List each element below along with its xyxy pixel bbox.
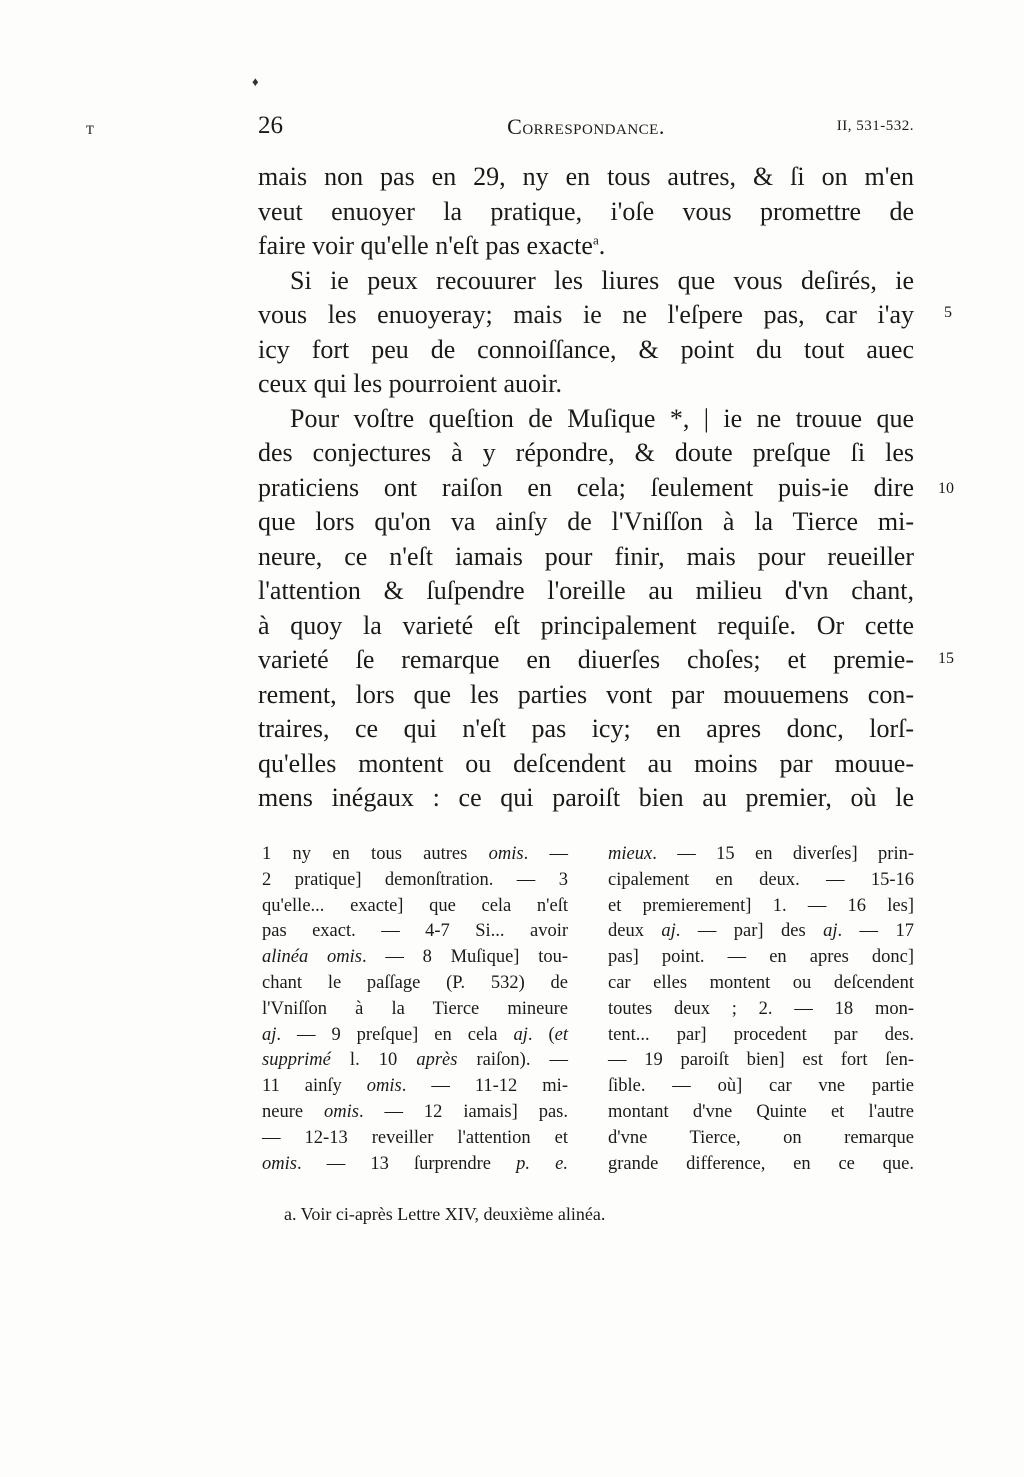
line-number-5: 5 (944, 304, 952, 321)
variant-line: l'Vniſſon à la Tierce mineure (262, 998, 568, 1019)
variant-line: mieux. — 15 en diverſes] prin- (608, 844, 914, 864)
variant-line: ſible. — où] car vne partie (608, 1076, 914, 1097)
variant-line: alinéa omis. — 8 Muſique] tou- (262, 947, 568, 968)
text-line: mens inégaux : ce qui paroiſt bien au premier, où le (258, 783, 914, 812)
margin-mark-left: ᴛ (86, 118, 94, 138)
text-line: neure, ce n'eſt iamais pour finir, mais pour reueiller (258, 541, 914, 571)
variant-line: supprimé l. 10 après raiſon). — (262, 1050, 569, 1071)
running-head (258, 112, 914, 144)
variant-line: grande difference, en ce que. (608, 1153, 914, 1174)
line-number-10: 10 (938, 480, 954, 497)
letter-body (258, 160, 914, 816)
text-line: ceux qui les pourroient auoir. (258, 369, 562, 398)
text-line: mais non pas en 29, ny en tous autres, & ſi on m'en (258, 162, 914, 191)
variant-line: montant d'vne Quinte et l'autre (608, 1101, 914, 1122)
text-line: varieté ſe remarque en diuerſes choſes; et premie- (258, 645, 914, 674)
text-line: à quoy la varieté eſt principalement requiſe. Or cette (258, 610, 914, 640)
variant-line: et premierement] 1. — 16 les] (608, 895, 914, 916)
page-number: 26 (258, 112, 283, 139)
running-title: Correspondance. (507, 114, 665, 139)
variant-line: deux aj. — par] des aj. — 17 (608, 921, 914, 942)
paragraph-start: Pour voſtre queſtion de Muſique *, | ie ne trouue que (290, 403, 914, 433)
variants-column-left (262, 842, 568, 1177)
footnote-marker: a (592, 232, 599, 248)
text-line: veut enuoyer la pratique, i'oſe vous promettre de (258, 196, 914, 226)
variant-line: qu'elle... exacte] que cela n'eſt (262, 895, 568, 916)
text-line: que lors qu'on va ainſy de l'Vniſſon à la Tierce mi- (258, 507, 914, 536)
variant-line: aj. — 9 preſque] en cela aj. (et (262, 1024, 568, 1045)
variant-line: 2 pratique] demonſtration. — 3 (262, 869, 568, 890)
variant-line: pas exact. — 4-7 Si... avoir (262, 921, 568, 942)
footnote: a. Voir ci-après Lettre XIV, deuxième alinéa. (284, 1204, 606, 1224)
text-line: praticiens ont raiſon en cela; ſeulement puis-ie dire (258, 472, 914, 502)
variant-line: — 12-13 reveiller l'attention et (262, 1127, 568, 1148)
paragraph-start: Si ie peux recouurer les liures que vous deſirés, ie (290, 265, 914, 295)
text-line: vous les enuoyeray; mais ie ne l'eſpere pas, car i'ay (258, 300, 914, 329)
text-line: rement, lors que les parties vont par mouuemens con- (258, 679, 914, 709)
variant-line: 1 ny en tous autres omis. — (262, 844, 568, 864)
text-line: faire voir qu'elle n'eſt pas exacte$^a$. (258, 231, 606, 260)
variant-line: omis. — 13 ſurprendre p. e. (262, 1153, 568, 1174)
variant-line: tent... par] procedent par des. (608, 1024, 914, 1045)
variant-line: toutes deux ; 2. — 18 mon- (608, 998, 914, 1019)
text-line: icy fort peu de connoiſſance, & point du tout auec (258, 334, 914, 364)
margin-mark-top: ♦ (252, 74, 259, 89)
variant-line: — 19 paroiſt bien] est fort ſen- (608, 1050, 914, 1071)
variant-line: pas] point. — en apres donc] (608, 947, 914, 968)
text-line: traires, ce qui n'eſt pas icy; en apres donc, lorſ- (258, 714, 914, 743)
variant-line: d'vne Tierce, on remarque (608, 1127, 914, 1148)
variant-line: neure omis. — 12 iamais] pas. (262, 1101, 568, 1122)
variant-line: chant le paſſage (P. 532) de (262, 972, 568, 993)
text-line: qu'elles montent ou deſcendent au moins par mouue- (258, 748, 914, 778)
variant-line: car elles montent ou deſcendent (608, 972, 914, 993)
running-reference: II, 531-532. (836, 118, 914, 134)
variant-line: cipalement en deux. — 15-16 (608, 869, 914, 890)
variant-line: 11 ainſy omis. — 11-12 mi- (262, 1076, 568, 1097)
variants-column-right (608, 842, 914, 1177)
text-line: des conjectures à y répondre, & doute preſque ſi les (258, 438, 914, 467)
text-line: l'attention & ſuſpendre l'oreille au milieu d'vn chant, (258, 576, 914, 605)
line-number-15: 15 (938, 650, 954, 667)
